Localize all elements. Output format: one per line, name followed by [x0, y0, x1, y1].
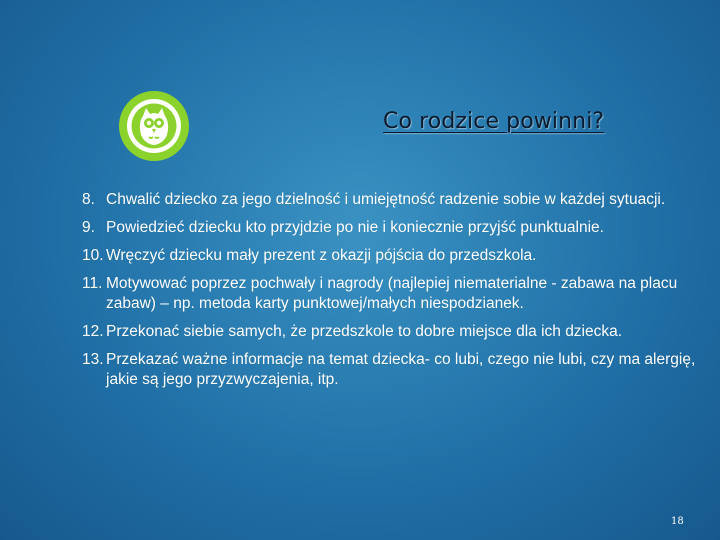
- list-item: [82, 190, 702, 210]
- item-number: 13.: [82, 351, 104, 368]
- item-number: 11.: [82, 275, 103, 292]
- item-text: Powiedzieć dziecku kto przyjdzie po nie i koniecznie przyjść punktualnie.: [106, 219, 604, 236]
- list-item: [82, 246, 702, 266]
- item-text: Motywować poprzez pochwały i nagrody (najlepiej niematerialne - zabawa na placu zabaw) – np. metoda karty punktowej/małych niespodzianek.: [106, 275, 678, 312]
- owl-icon: [118, 90, 190, 162]
- item-number: 10.: [82, 247, 104, 264]
- list-item: [82, 218, 702, 238]
- list-item: [82, 274, 702, 314]
- slide-title: Co rodzice powinni?: [383, 109, 605, 134]
- list-item: [82, 350, 702, 390]
- item-text: Chwalić dziecko za jego dzielność i umiejętność radzenie sobie w każdej sytuacji.: [106, 191, 666, 208]
- page-number: 18: [671, 516, 684, 527]
- item-list: [82, 190, 702, 398]
- item-text: Przekazać ważne informacje na temat dziecka- co lubi, czego nie lubi, czy ma alergię, jakie są jego przyzwyczajenia, itp.: [106, 351, 696, 388]
- item-text: Wręczyć dziecku mały prezent z okazji pójścia do przedszkola.: [106, 247, 537, 264]
- list-item: [82, 322, 702, 342]
- item-number: 12.: [82, 323, 104, 340]
- item-number: 9.: [82, 219, 95, 236]
- item-number: 8.: [82, 191, 95, 208]
- item-text: Przekonać siebie samych, że przedszkole to dobre miejsce dla ich dziecka.: [106, 323, 623, 340]
